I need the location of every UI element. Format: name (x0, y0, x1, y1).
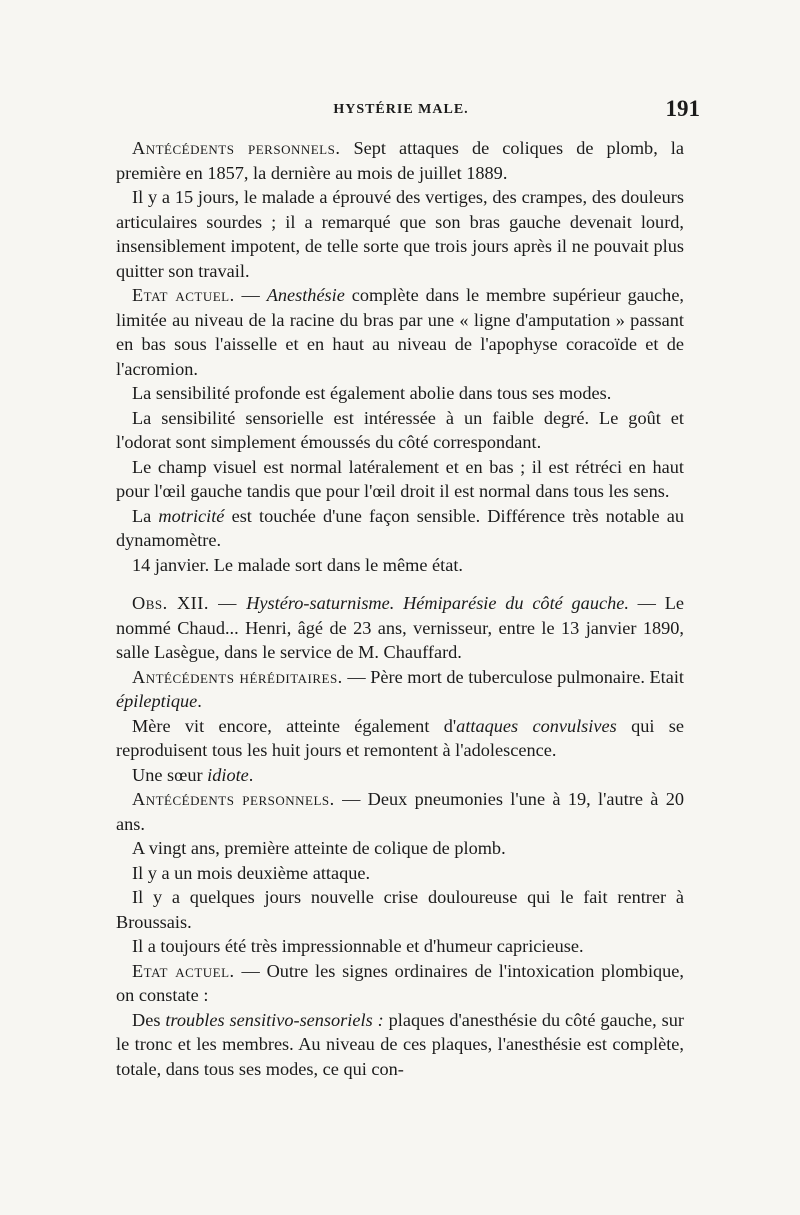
paragraph: Il y a un mois deuxième attaque. (132, 862, 371, 883)
observation-heading: Obs. XII. — Hystéro-saturnisme. Hémiparésie du côté gauche. — Le nommé Chaud... Henri, âgé de 23 ans, vernisseur, entre le 13 janvier 1890, salle Lasègue, dans le service de M. Chauffard. (116, 593, 685, 662)
paragraph: Etat actuel. — Anesthésie complète dans le membre supérieur gauche, limitée au niveau de la racine du bras par une « ligne d'amputation » passant en bas sous l'aisselle et en haut au niveau de l'apophyse coracoïde et de l'acromion. (116, 285, 685, 379)
section-heading: Antécédents personnels. (132, 789, 335, 809)
paragraph: Antécédents personnels. Sept attaques de coliques de plomb, la première en 1857, la dernière au mois de juillet 1889. (116, 138, 684, 183)
paragraph: Une sœur idiote. (132, 764, 254, 785)
paragraph: Mère vit encore, atteinte également d'attaques convulsives qui se reproduisent tous les huit jours et remontent à l'adolescence. (116, 715, 684, 760)
paragraph: A vingt ans, première atteinte de colique de plomb. (132, 838, 506, 858)
emphasis: Hystéro-saturnisme. Hémiparésie du côté gauche. (246, 593, 629, 613)
paragraph: La motricité est touchée d'une façon sensible. Différence très notable au dynamomètre. (116, 505, 684, 550)
section-heading: Etat actuel. (132, 285, 235, 305)
paragraph: Antécédents héréditaires. — Père mort de tuberculose pulmonaire. Etait épileptique. (116, 666, 684, 711)
observation-label: Obs. XII. — (132, 593, 247, 613)
paragraph: Antécédents personnels. — Deux pneumonies l'une à 19, l'autre à 20 ans. (116, 789, 684, 834)
section-heading: Etat actuel. (132, 960, 235, 981)
page-header (116, 96, 700, 126)
emphasis: idiote (207, 764, 249, 785)
paragraph: Le champ visuel est normal latéralement et en bas ; il est rétréci en haut pour l'œil gauche tandis que pour l'œil droit il est normal dans tous les sens. (116, 456, 684, 501)
paragraph: La sensibilité profonde est également abolie dans tous ses modes. (132, 383, 612, 403)
paragraph: La sensibilité sensorielle est intéressée à un faible degré. Le goût et l'odorat sont simplement émoussés du côté correspondant. (116, 407, 684, 452)
running-title: HYSTÉRIE MALE. (333, 102, 469, 117)
emphasis: épileptique (116, 691, 198, 711)
section-heading: Antécédents héréditaires. (132, 666, 343, 687)
emphasis: motricité (158, 505, 225, 526)
emphasis: troubles sensitivo-sensoriels : (165, 1009, 384, 1030)
paragraph: 14 janvier. Le malade sort dans le même état. (132, 554, 463, 575)
emphasis: attaques convulsives (456, 715, 617, 736)
page-number: 191 (665, 96, 700, 121)
paragraph: Des troubles sensitivo-sensoriels : plaques d'anesthésie du côté gauche, sur le tronc et les membres. Au niveau de ces plaques, l'anesthésie est complète, totale, dans tous ses modes, ce qui con- (116, 1009, 684, 1079)
paragraph: Il y a quelques jours nouvelle crise douloureuse qui le fait rentrer à Broussais. (116, 887, 684, 932)
section-heading: Antécédents personnels. (132, 138, 341, 158)
body-text (116, 136, 684, 1081)
paragraph: Etat actuel. — Outre les signes ordinaires de l'intoxication plombique, on constate : (116, 960, 684, 1005)
emphasis: Anesthésie (266, 285, 345, 305)
paragraph: Il a toujours été très impressionnable et d'humeur capricieuse. (132, 936, 584, 956)
paragraph: Il y a 15 jours, le malade a éprouvé des vertiges, des crampes, des douleurs articulaires sourdes ; il a remarqué que son bras gauche devenait lourd, insensiblement impotent, de telle sorte que trois jours après il ne pouvait plus quitter son travail. (116, 187, 684, 281)
